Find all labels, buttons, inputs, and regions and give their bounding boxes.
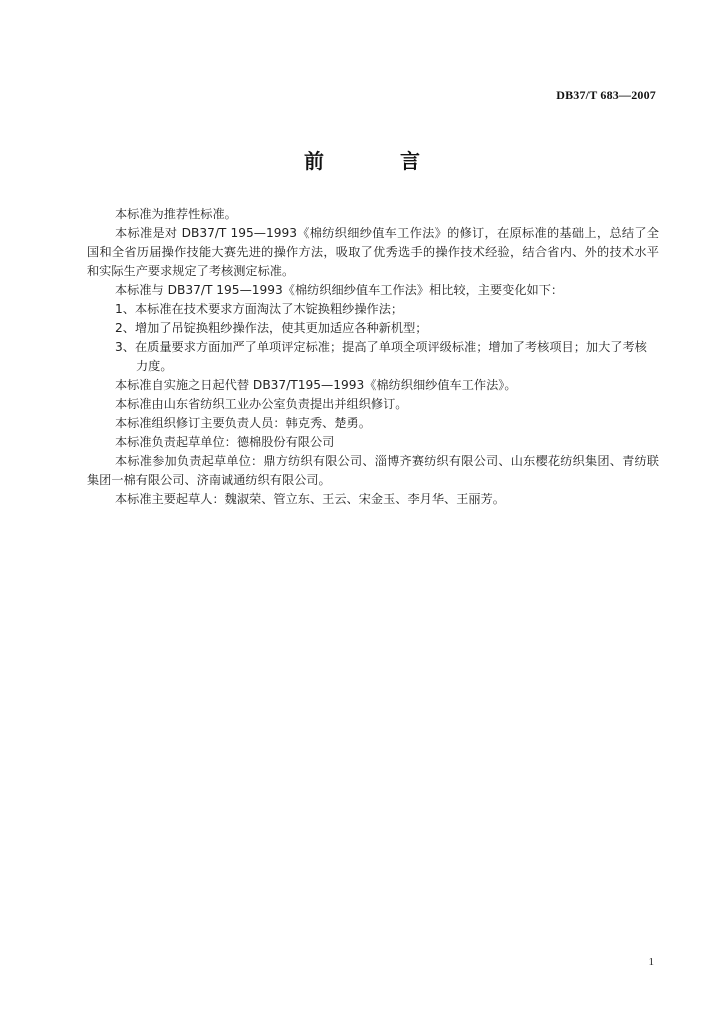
paragraph-revision: 本标准是对 DB37/T 195—1993《棉纺织细纱值车工作法》的修订，在原标准的基础上，总结了全国和全省历届操作技能大赛先进的操作方法，吸取了优秀选手的操作技术经验，结合省内、外的技术水平和实际生产要求规定了考核测定标准。 bbox=[87, 226, 659, 278]
paragraph-drafters: 本标准主要起草人：魏淑荣、管立东、王云、宋金玉、李月华、王丽芳。 bbox=[115, 492, 505, 506]
paragraph-drafting-unit: 本标准负责起草单位：德棉股份有限公司 bbox=[115, 435, 335, 449]
paragraph-replacement: 本标准自实施之日起代替 DB37/T195—1993《棉纺织细纱值车工作法》。 bbox=[115, 378, 517, 392]
change-item-text: 增加了吊锭换粗纱操作法，使其更加适应各种新机型； bbox=[135, 321, 428, 335]
change-item-number: 2、 bbox=[115, 321, 135, 335]
paragraph-nature: 本标准为推荐性标准。 bbox=[115, 207, 237, 221]
standard-code: DB37/T 683—2007 bbox=[556, 88, 656, 102]
change-item-3 bbox=[87, 338, 659, 376]
change-item-text: 在质量要求方面加严了单项评定标准；提高了单项全项评级标准；增加了考核项目；加大了考核力度。 bbox=[135, 340, 647, 373]
paragraph-participating-units: 本标准参加负责起草单位：鼎方纺织有限公司、淄博齐赛纺织有限公司、山东樱花纺织集团、青纺联集团一棉有限公司、济南诚通纺织有限公司。 bbox=[87, 454, 659, 487]
paragraph-comparison: 本标准与 DB37/T 195—1993《棉纺织细纱值车工作法》相比较，主要变化如下： bbox=[115, 283, 564, 297]
page-number: 1 bbox=[648, 956, 654, 968]
change-item-1 bbox=[87, 300, 659, 319]
foreword-body bbox=[87, 205, 659, 509]
paragraph-responsible-persons: 本标准组织修订主要负责人员：韩克秀、楚勇。 bbox=[115, 416, 371, 430]
paragraph-proposer: 本标准由山东省纺织工业办公室负责提出并组织修订。 bbox=[115, 397, 408, 411]
change-item-2 bbox=[87, 319, 659, 338]
change-item-number: 1、 bbox=[115, 302, 135, 316]
change-item-number: 3、 bbox=[115, 340, 135, 354]
page-title: 前 言 bbox=[304, 149, 448, 173]
change-item-text: 本标准在技术要求方面淘汰了木锭换粗纱操作法； bbox=[135, 302, 404, 316]
